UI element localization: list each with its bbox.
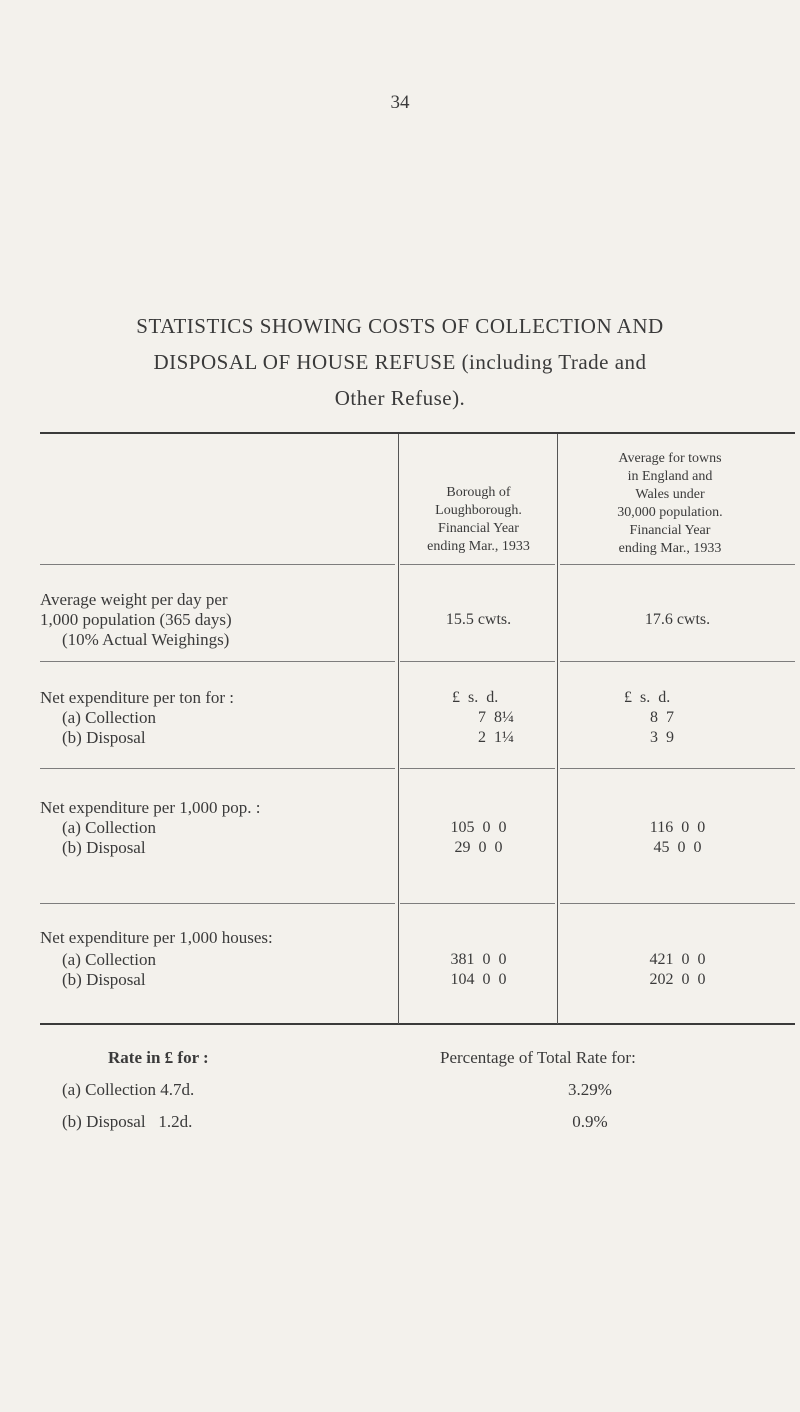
average-value: 8 7 [650, 709, 674, 726]
average-value: 3 9 [650, 729, 674, 746]
row-separator [400, 903, 555, 904]
row-label-line: 1,000 population (365 days) [40, 610, 232, 629]
row-label-line: (a) Collection [62, 708, 156, 727]
row-separator [40, 768, 395, 769]
borough-value: 2 1¼ [478, 729, 514, 746]
rate-heading: Rate in £ for : [108, 1048, 209, 1067]
row-separator [400, 768, 555, 769]
row-label-line: (10% Actual Weighings) [62, 630, 230, 649]
borough-value: 105 0 0 [450, 819, 507, 836]
title-line-3: Other Refuse). [334, 386, 466, 410]
rate-line: (b) Disposal 1.2d. [62, 1112, 193, 1131]
borough-value: 7 8¼ [478, 709, 514, 726]
column-divider-2 [557, 434, 558, 1024]
row-separator [560, 768, 795, 769]
row-separator [40, 564, 395, 565]
row-separator [400, 564, 555, 565]
row-label-line: Net expenditure per ton for : [40, 688, 235, 707]
row-label-line: Average weight per day per [40, 590, 228, 609]
average-value: 421 0 0 [649, 951, 706, 968]
title-line-2: DISPOSAL OF HOUSE REFUSE (including Trade and [153, 350, 647, 374]
header-average-towns: Average for towns in England and Wales under 30,000 population. Financial Year ending Mar., 1933 [617, 451, 723, 556]
row-label-line: (a) Collection [62, 950, 156, 969]
percentage-heading: Percentage of Total Rate for: [440, 1048, 636, 1067]
row-separator [40, 903, 395, 904]
row-separator [560, 661, 795, 662]
row-separator [40, 661, 395, 662]
borough-value: 15.5 cwts. [445, 611, 512, 628]
title-line-1: STATISTICS SHOWING COSTS OF COLLECTION AND [136, 314, 664, 338]
average-value: 45 0 0 [653, 839, 702, 856]
row-label-line: (b) Disposal [62, 838, 146, 857]
row-label-line: Net expenditure per 1,000 pop. : [40, 798, 261, 817]
average-value: 116 0 0 [649, 819, 706, 836]
row-label-line: (b) Disposal [62, 728, 146, 747]
average-value: 202 0 0 [649, 971, 706, 988]
borough-value: 381 0 0 [450, 951, 507, 968]
row-separator [400, 661, 555, 662]
row-label-line: (a) Collection [62, 818, 156, 837]
borough-value: 104 0 0 [450, 971, 507, 988]
column-divider-1 [398, 434, 399, 1024]
rate-line: (a) Collection 4.7d. [62, 1080, 195, 1099]
row-label-line: Net expenditure per 1,000 houses: [40, 928, 273, 947]
percentage-value: 0.9% [572, 1112, 608, 1131]
percentage-value: 3.29% [568, 1080, 612, 1099]
average-value: 17.6 cwts. [644, 611, 711, 628]
row-separator [560, 903, 795, 904]
row-label-line: (b) Disposal [62, 970, 146, 989]
page-number: 34 [390, 92, 410, 113]
header-borough: Borough of Loughborough. Financial Year ending Mar., 1933 [427, 485, 530, 554]
row-separator [560, 564, 795, 565]
borough-value: 29 0 0 [454, 839, 503, 856]
currency-header: £ s. d. [452, 689, 499, 706]
table-bottom-rule [40, 1023, 795, 1025]
currency-header: £ s. d. [624, 689, 671, 706]
table-top-rule [40, 432, 795, 434]
